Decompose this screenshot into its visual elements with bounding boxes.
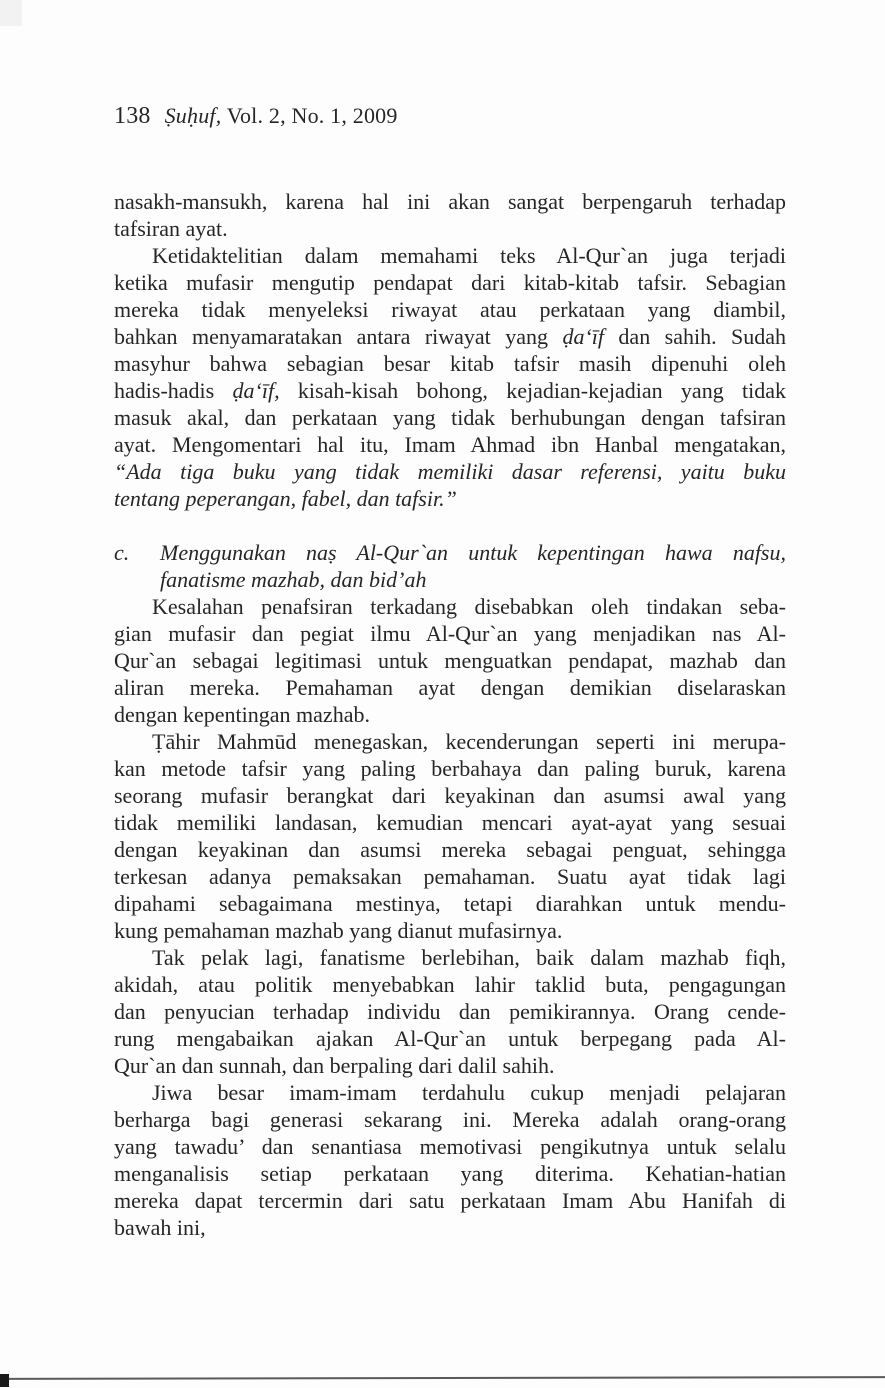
text-line: “Ada tiga buku yang tidak memiliki dasar referensi, yaitu buku	[114, 459, 786, 484]
text-line: dan penyucian terhadap individu dan pemikirannya. Orang cende-	[114, 999, 786, 1024]
document-body	[114, 188, 786, 1241]
heading-marker: c.	[114, 540, 130, 565]
text-line: hadis-hadis ḍa‘īf, kisah-kisah bohong, kejadian-kejadian yang tidak	[114, 378, 787, 403]
text-line: nasakh-mansukh, karena hal ini akan sangat berpengaruh terhadap	[114, 189, 786, 214]
text-line: terkesan adanya pemaksakan pemahaman. Suatu ayat tidak lagi	[114, 864, 786, 889]
text-line: berharga bagi generasi sekarang ini. Mereka adalah orang-orang	[114, 1107, 786, 1132]
text-line: seorang mufasir berangkat dari keyakinan dan asumsi awal yang	[114, 783, 786, 808]
text-line: masyhur bahwa sebagian besar kitab tafsir masih dipenuhi oleh	[114, 351, 786, 376]
text-line: ketika mufasir mengutip pendapat dari kitab-kitab tafsir. Sebagian	[114, 270, 786, 295]
issue-info: Vol. 2, No. 1, 2009	[221, 103, 398, 128]
text-line: Qur`an sebagai legitimasi untuk menguatkan pendapat, mazhab dan	[114, 648, 786, 673]
text-line: Qur`an dan sunnah, dan berpaling dari dalil sahih.	[114, 1053, 555, 1078]
text-line: kan metode tafsir yang paling berbahaya dan paling buruk, karena	[114, 756, 786, 781]
scan-edge-line	[0, 1376, 885, 1380]
text-line: Menggunakan naṣ Al-Qur`an untuk kepentingan hawa nafsu,	[160, 540, 786, 565]
page-number: 138	[114, 103, 151, 129]
scan-corner-artifact	[0, 0, 22, 26]
text-line: bahkan menyamaratakan antara riwayat yang ḍa‘īf dan sahih. Sudah	[114, 324, 787, 349]
text-line: Ṭāhir Mahmūd menegaskan, kecenderungan seperti ini merupa-	[152, 729, 786, 754]
paragraph	[114, 593, 786, 728]
text-line: tafsiran ayat.	[114, 216, 228, 241]
text-line: gian mufasir dan pegiat ilmu Al-Qur`an yang menjadikan nas Al-	[114, 621, 786, 646]
text-line: mereka tidak menyeleksi riwayat atau perkataan yang diambil,	[114, 297, 786, 322]
paragraph	[114, 242, 786, 512]
text-line: aliran mereka. Pemahaman ayat dengan demikian diselaraskan	[114, 675, 786, 700]
paragraph	[114, 728, 786, 944]
text-line: ayat. Mengomentari hal itu, Imam Ahmad ibn Hanbal mengatakan,	[114, 432, 786, 457]
paragraph	[114, 188, 786, 242]
paragraph	[114, 1079, 786, 1241]
text-line: masuk akal, dan perkataan yang tidak berhubungan dengan tafsiran	[114, 405, 786, 430]
text-line: Ketidaktelitian dalam memahami teks Al-Qur`an juga terjadi	[152, 243, 786, 268]
scan-edge-blob	[0, 1374, 9, 1387]
text-line: tidak memiliki landasan, kemudian mencari ayat-ayat yang sesuai	[114, 810, 786, 835]
text-line: kung pemahaman mazhab yang dianut mufasirnya.	[114, 918, 563, 943]
text-line: Tak pelak lagi, fanatisme berlebihan, baik dalam mazhab fiqh,	[152, 945, 786, 970]
text-line: mereka dapat tercermin dari satu perkataan Imam Abu Hanifah di	[114, 1188, 786, 1213]
text-line: Kesalahan penafsiran terkadang disebabkan oleh tindakan seba-	[152, 594, 786, 619]
running-header	[114, 103, 786, 130]
text-line: Jiwa besar imam-imam terdahulu cukup menjadi pelajaran	[152, 1080, 786, 1105]
text-line: rung mengabaikan ajakan Al-Qur`an untuk berpegang pada Al-	[114, 1026, 786, 1051]
journal-title: Ṣuḥuf,	[164, 103, 222, 128]
text-line: akidah, atau politik menyebabkan lahir taklid buta, pengagungan	[114, 972, 786, 997]
text-line: tentang peperangan, fabel, dan tafsir.”	[114, 486, 457, 511]
text-line: dengan kepentingan mazhab.	[114, 702, 370, 727]
text-line: dengan keyakinan dan asumsi mereka sebagai penguat, sehingga	[114, 837, 786, 862]
text-line: dipahami sebagaimana mestinya, tetapi diarahkan untuk mendu-	[114, 891, 786, 916]
text-line: bawah ini,	[114, 1215, 206, 1240]
paragraph	[114, 944, 786, 1079]
text-line: yang tawadu’ dan senantiasa memotivasi pengikutnya untuk selalu	[114, 1134, 786, 1159]
text-line: fanatisme mazhab, dan bid’ah	[160, 567, 427, 592]
text-line: menganalisis setiap perkataan yang diterima. Kehatian-hatian	[114, 1161, 786, 1186]
section-heading	[114, 539, 786, 593]
